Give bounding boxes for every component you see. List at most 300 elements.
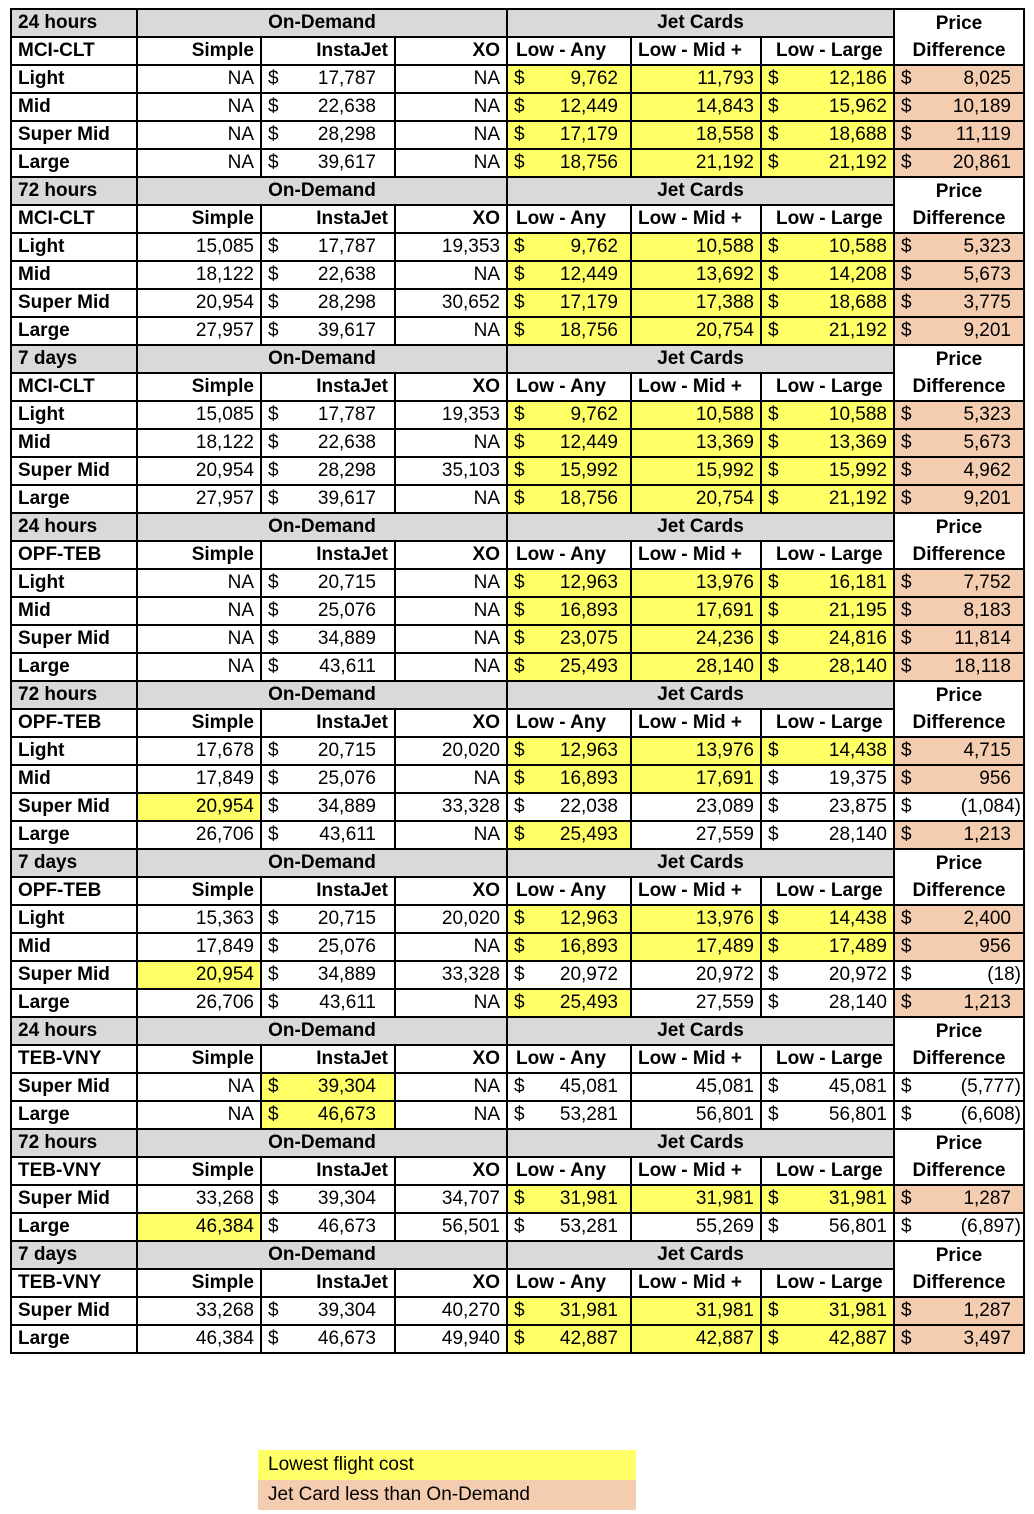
price-header <box>894 1241 1024 1269</box>
simple-price <box>137 765 261 793</box>
low-any-value: 25,493 <box>559 656 618 677</box>
aircraft-class <box>11 121 137 149</box>
col-header-text: Low - Large <box>776 208 883 229</box>
low-large-value-wrap <box>768 402 887 428</box>
xo-price <box>395 821 507 849</box>
low-any-value-wrap <box>514 934 618 960</box>
difference-header <box>894 709 1024 737</box>
low-any-value: 12,449 <box>559 96 618 117</box>
simple-value: NA <box>227 656 254 677</box>
low-any-value: 25,493 <box>559 824 618 845</box>
low-any-price <box>507 93 631 121</box>
low-any-value: 12,963 <box>559 740 618 761</box>
low-any-price <box>507 1213 631 1241</box>
low-mid-price <box>631 989 761 1017</box>
low-mid-value: 11,793 <box>697 68 754 89</box>
low-large-value: 15,992 <box>828 460 887 481</box>
simple-value: 15,085 <box>195 236 254 257</box>
on-demand-header <box>137 9 507 37</box>
aircraft-class-text: Light <box>18 908 65 929</box>
col-header-simple <box>137 541 261 569</box>
currency-symbol: $ <box>901 264 912 285</box>
currency-symbol: $ <box>901 600 912 621</box>
low-large-value: 13,369 <box>828 432 887 453</box>
price-difference <box>894 653 1024 681</box>
col-header-low-any <box>507 373 631 401</box>
currency-symbol: $ <box>268 404 279 425</box>
xo-value: 19,353 <box>441 404 500 425</box>
simple-price <box>137 1185 261 1213</box>
low-large-value: 28,140 <box>828 824 887 845</box>
currency-symbol: $ <box>514 1104 525 1125</box>
col-header-text: Simple <box>191 544 254 565</box>
currency-symbol: $ <box>268 600 279 621</box>
price-text: Price <box>935 180 983 202</box>
currency-symbol: $ <box>768 908 779 929</box>
price-difference <box>894 961 1024 989</box>
low-any-price <box>507 961 631 989</box>
price-difference <box>894 149 1024 177</box>
currency-symbol: $ <box>901 908 912 929</box>
low-large-price <box>761 1101 894 1129</box>
low-any-price <box>507 121 631 149</box>
simple-value: NA <box>227 572 254 593</box>
low-mid-value: 18,558 <box>695 124 754 145</box>
col-header-text: XO <box>472 40 500 61</box>
column-header-row <box>11 205 1024 233</box>
instajet-value-wrap <box>268 234 376 260</box>
currency-symbol: $ <box>514 96 525 117</box>
xo-value: 20,020 <box>441 740 500 761</box>
low-large-value-wrap <box>768 122 887 148</box>
price-header <box>894 513 1024 541</box>
price-difference-value: 5,673 <box>963 264 1011 285</box>
currency-symbol: $ <box>901 404 912 425</box>
price-difference-value: 1,213 <box>963 992 1011 1013</box>
price-difference-value-wrap <box>901 234 1011 260</box>
price-difference <box>894 317 1024 345</box>
low-large-value-wrap <box>768 738 887 764</box>
table-row <box>11 1073 1024 1101</box>
low-mid-price <box>631 597 761 625</box>
col-header-text: Low - Any <box>516 208 607 229</box>
currency-symbol: $ <box>901 96 912 117</box>
currency-symbol: $ <box>514 488 525 509</box>
on-demand-header <box>137 1129 507 1157</box>
simple-price <box>137 1213 261 1241</box>
price-text: Price <box>935 12 983 34</box>
currency-symbol: $ <box>768 628 779 649</box>
section-header-row <box>11 177 1024 205</box>
price-difference <box>894 429 1024 457</box>
instajet-value-wrap <box>268 626 376 652</box>
col-header-low-mid <box>631 1045 761 1073</box>
column-header-row <box>11 541 1024 569</box>
instajet-price <box>261 149 395 177</box>
low-mid-value: 23,089 <box>695 796 754 817</box>
low-any-value-wrap <box>514 122 618 148</box>
price-difference <box>894 485 1024 513</box>
low-large-value: 19,375 <box>828 768 887 789</box>
col-header-text: XO <box>472 1160 500 1181</box>
col-header-text: Low - Large <box>776 880 883 901</box>
low-any-value: 23,075 <box>559 628 618 649</box>
col-header-text: Low - Any <box>516 880 607 901</box>
xo-price <box>395 1325 507 1353</box>
aircraft-class <box>11 933 137 961</box>
low-large-price <box>761 149 894 177</box>
col-header-text: XO <box>472 208 500 229</box>
price-difference-value-wrap <box>901 402 1011 428</box>
low-any-price <box>507 989 631 1017</box>
instajet-value: 34,889 <box>317 796 376 817</box>
difference-header <box>894 1157 1024 1185</box>
currency-symbol: $ <box>268 796 279 817</box>
low-large-value-wrap <box>768 962 887 988</box>
table-row <box>11 1185 1024 1213</box>
instajet-value-wrap <box>268 654 376 680</box>
difference-text: Difference <box>912 1271 1006 1293</box>
simple-value: NA <box>227 1076 254 1097</box>
low-any-value-wrap <box>514 402 618 428</box>
instajet-value-wrap <box>268 430 376 456</box>
low-mid-price <box>631 289 761 317</box>
instajet-value: 39,304 <box>317 1300 376 1321</box>
instajet-value: 46,673 <box>317 1216 376 1237</box>
aircraft-class-text: Mid <box>18 600 51 621</box>
column-header-row <box>11 1269 1024 1297</box>
simple-price <box>137 1325 261 1353</box>
table-row <box>11 989 1024 1017</box>
price-difference-value: 18,118 <box>954 656 1011 677</box>
low-large-value-wrap <box>768 1186 887 1212</box>
period-label <box>11 1017 137 1045</box>
table-row <box>11 485 1024 513</box>
simple-value: 46,384 <box>195 1216 254 1237</box>
col-header-xo <box>395 1157 507 1185</box>
price-difference <box>894 625 1024 653</box>
low-large-value-wrap <box>768 262 887 288</box>
on-demand-header <box>137 177 507 205</box>
col-header-low-large <box>761 205 894 233</box>
col-header-instajet <box>261 37 395 65</box>
low-large-value-wrap <box>768 570 887 596</box>
low-any-value-wrap <box>514 234 618 260</box>
price-difference <box>894 793 1024 821</box>
aircraft-class <box>11 401 137 429</box>
currency-symbol: $ <box>768 320 779 341</box>
low-mid-price <box>631 317 761 345</box>
instajet-value-wrap <box>268 94 376 120</box>
simple-price <box>137 737 261 765</box>
low-large-price <box>761 597 894 625</box>
xo-price <box>395 597 507 625</box>
low-mid-price <box>631 1325 761 1353</box>
instajet-value-wrap <box>268 822 376 848</box>
route-label <box>11 1045 137 1073</box>
instajet-value-wrap <box>268 262 376 288</box>
currency-symbol: $ <box>268 1216 279 1237</box>
col-header-text: Low - Mid + <box>638 880 742 901</box>
xo-value: NA <box>473 768 500 789</box>
low-large-price <box>761 905 894 933</box>
table-row <box>11 569 1024 597</box>
col-header-text: Low - Large <box>776 1272 883 1293</box>
aircraft-class-text: Super Mid <box>18 124 110 145</box>
col-header-low-large <box>761 877 894 905</box>
price-difference-value-wrap <box>901 458 1011 484</box>
table-row <box>11 1101 1024 1129</box>
price-difference-value-wrap <box>901 1298 1011 1324</box>
jet-cards-header <box>507 9 894 37</box>
col-header-text: Simple <box>191 208 254 229</box>
simple-value: 20,954 <box>195 292 254 313</box>
instajet-value: 39,304 <box>317 1076 376 1097</box>
col-header-text: Simple <box>191 712 254 733</box>
col-header-low-large <box>761 1157 894 1185</box>
low-large-price <box>761 821 894 849</box>
instajet-price <box>261 821 395 849</box>
low-any-value-wrap <box>514 66 618 92</box>
legend <box>258 1450 636 1510</box>
aircraft-class <box>11 653 137 681</box>
table-row <box>11 93 1024 121</box>
instajet-value-wrap <box>268 1074 376 1100</box>
low-mid-value: 21,192 <box>695 152 754 173</box>
currency-symbol: $ <box>901 152 912 173</box>
low-large-price <box>761 1185 894 1213</box>
instajet-price <box>261 933 395 961</box>
instajet-value: 25,076 <box>317 600 376 621</box>
currency-symbol: $ <box>514 460 525 481</box>
col-header-xo <box>395 1269 507 1297</box>
aircraft-class <box>11 765 137 793</box>
col-header-low-any <box>507 1045 631 1073</box>
low-large-price <box>761 1325 894 1353</box>
route-text: TEB-VNY <box>18 1272 102 1293</box>
price-difference-value-wrap <box>901 934 1011 960</box>
low-any-value-wrap <box>514 1214 618 1240</box>
currency-symbol: $ <box>768 964 779 985</box>
instajet-price <box>261 429 395 457</box>
col-header-simple <box>137 373 261 401</box>
aircraft-class-text: Large <box>18 488 70 509</box>
on-demand-header <box>137 345 507 373</box>
low-any-price <box>507 793 631 821</box>
price-difference <box>894 65 1024 93</box>
low-mid-price <box>631 149 761 177</box>
table-row <box>11 289 1024 317</box>
instajet-value: 28,298 <box>317 292 376 313</box>
low-any-value: 45,081 <box>559 1076 618 1097</box>
col-header-text: Low - Mid + <box>638 544 742 565</box>
aircraft-class-text: Light <box>18 68 65 89</box>
low-large-value-wrap <box>768 1326 887 1352</box>
simple-price <box>137 429 261 457</box>
col-header-low-large <box>761 1269 894 1297</box>
currency-symbol: $ <box>768 292 779 313</box>
currency-symbol: $ <box>268 460 279 481</box>
difference-text: Difference <box>912 711 1006 733</box>
price-difference-value: 956 <box>979 936 1011 957</box>
currency-symbol: $ <box>768 1328 779 1349</box>
low-any-value: 20,972 <box>559 964 618 985</box>
low-large-price <box>761 569 894 597</box>
instajet-price <box>261 625 395 653</box>
price-difference-value: 3,775 <box>963 292 1011 313</box>
currency-symbol: $ <box>768 152 779 173</box>
col-header-text: Low - Any <box>516 376 607 397</box>
currency-symbol: $ <box>768 1216 779 1237</box>
low-mid-price <box>631 765 761 793</box>
currency-symbol: $ <box>268 572 279 593</box>
price-difference <box>894 457 1024 485</box>
section-header-row <box>11 345 1024 373</box>
low-any-price <box>507 905 631 933</box>
route-label <box>11 541 137 569</box>
low-mid-value: 20,754 <box>695 488 754 509</box>
instajet-price <box>261 121 395 149</box>
low-large-value: 18,688 <box>828 292 887 313</box>
route-text: MCI-CLT <box>18 208 95 229</box>
route-label <box>11 37 137 65</box>
low-any-value-wrap <box>514 1326 618 1352</box>
price-difference-value-wrap <box>901 262 1011 288</box>
col-header-xo <box>395 709 507 737</box>
low-large-value: 24,816 <box>828 628 887 649</box>
low-any-price <box>507 457 631 485</box>
low-any-value: 53,281 <box>559 1216 618 1237</box>
low-large-value: 20,972 <box>828 964 887 985</box>
aircraft-class-text: Mid <box>18 936 51 957</box>
price-difference-value-wrap <box>901 150 1011 176</box>
col-header-low-any <box>507 1157 631 1185</box>
low-any-price <box>507 233 631 261</box>
low-mid-price <box>631 905 761 933</box>
simple-price <box>137 149 261 177</box>
instajet-value-wrap <box>268 1186 376 1212</box>
simple-value: NA <box>227 600 254 621</box>
instajet-price <box>261 93 395 121</box>
aircraft-class-text: Large <box>18 1328 70 1349</box>
low-mid-price <box>631 1297 761 1325</box>
low-any-value: 9,762 <box>570 68 618 89</box>
low-any-value-wrap <box>514 766 618 792</box>
aircraft-class-text: Super Mid <box>18 796 110 817</box>
col-header-low-mid <box>631 541 761 569</box>
low-large-value: 31,981 <box>828 1300 887 1321</box>
instajet-value: 25,076 <box>317 936 376 957</box>
instajet-price <box>261 1297 395 1325</box>
aircraft-class-text: Light <box>18 404 65 425</box>
table-row <box>11 261 1024 289</box>
currency-symbol: $ <box>268 264 279 285</box>
aircraft-class-text: Large <box>18 824 70 845</box>
price-difference <box>894 905 1024 933</box>
low-mid-price <box>631 121 761 149</box>
price-text: Price <box>935 1244 983 1266</box>
simple-price <box>137 317 261 345</box>
instajet-value: 25,076 <box>317 768 376 789</box>
low-large-value-wrap <box>768 430 887 456</box>
instajet-value-wrap <box>268 906 376 932</box>
aircraft-class-text: Super Mid <box>18 1076 110 1097</box>
price-difference <box>894 1325 1024 1353</box>
currency-symbol: $ <box>514 320 525 341</box>
price-text: Price <box>935 516 983 538</box>
low-large-value-wrap <box>768 794 887 820</box>
low-any-value-wrap <box>514 738 618 764</box>
currency-symbol: $ <box>514 292 525 313</box>
instajet-value-wrap <box>268 738 376 764</box>
aircraft-class-text: Light <box>18 740 65 761</box>
col-header-simple <box>137 37 261 65</box>
low-any-value: 53,281 <box>559 1104 618 1125</box>
xo-price <box>395 961 507 989</box>
low-any-value: 12,449 <box>559 432 618 453</box>
col-header-text: InstaJet <box>316 712 388 733</box>
instajet-value-wrap <box>268 598 376 624</box>
price-difference-value: 5,323 <box>963 404 1011 425</box>
low-any-value-wrap <box>514 290 618 316</box>
col-header-text: XO <box>472 712 500 733</box>
currency-symbol: $ <box>514 1216 525 1237</box>
price-difference <box>894 289 1024 317</box>
difference-text: Difference <box>912 543 1006 565</box>
low-any-value: 22,038 <box>559 796 618 817</box>
jet-cards-header <box>507 177 894 205</box>
low-large-price <box>761 625 894 653</box>
col-header-simple <box>137 1045 261 1073</box>
low-large-value-wrap <box>768 94 887 120</box>
low-any-value-wrap <box>514 94 618 120</box>
xo-price <box>395 1073 507 1101</box>
price-difference <box>894 93 1024 121</box>
currency-symbol: $ <box>901 432 912 453</box>
currency-symbol: $ <box>901 292 912 313</box>
low-mid-price <box>631 625 761 653</box>
low-mid-value: 56,801 <box>695 1104 754 1125</box>
instajet-price <box>261 597 395 625</box>
currency-symbol: $ <box>768 124 779 145</box>
col-header-low-any <box>507 205 631 233</box>
currency-symbol: $ <box>901 572 912 593</box>
price-difference-value-wrap <box>901 122 1011 148</box>
low-large-price <box>761 93 894 121</box>
low-large-value: 45,081 <box>828 1076 887 1097</box>
difference-header <box>894 205 1024 233</box>
xo-price <box>395 905 507 933</box>
jet-cards-text: Jet Cards <box>657 348 744 369</box>
table-row <box>11 625 1024 653</box>
currency-symbol: $ <box>901 936 912 957</box>
section-header-row <box>11 9 1024 37</box>
price-difference-value: 4,715 <box>963 740 1011 761</box>
col-header-instajet <box>261 541 395 569</box>
currency-symbol: $ <box>901 1328 912 1349</box>
table-row <box>11 149 1024 177</box>
xo-price <box>395 429 507 457</box>
xo-price <box>395 261 507 289</box>
on-demand-text: On-Demand <box>268 180 376 201</box>
col-header-low-mid <box>631 205 761 233</box>
low-mid-value: 27,559 <box>695 992 754 1013</box>
currency-symbol: $ <box>768 572 779 593</box>
currency-symbol: $ <box>514 936 525 957</box>
low-any-value: 16,893 <box>559 936 618 957</box>
aircraft-class-text: Large <box>18 1216 70 1237</box>
route-label <box>11 877 137 905</box>
